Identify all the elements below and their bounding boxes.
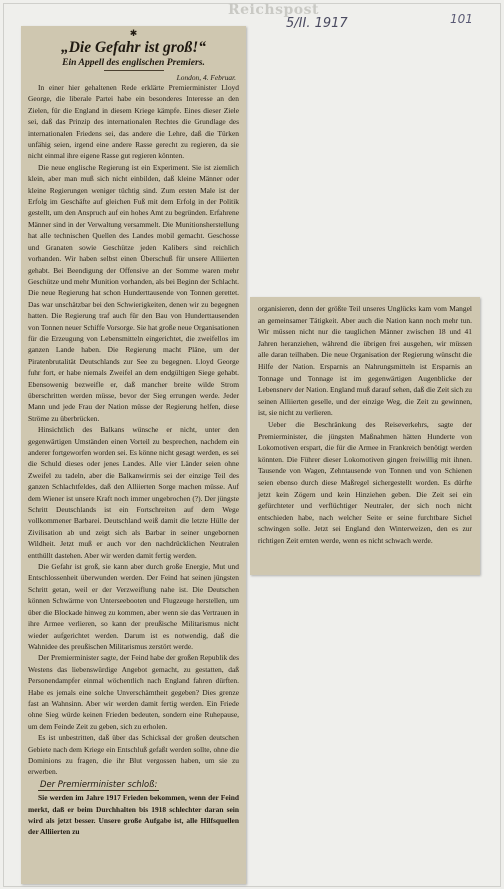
article-closing: Sie werden im Jahre 1917 Frieden bekommen, wenn der Feind merkt, daß er beim Durchhalten bis 1918 schlechter daran sein wird als jetzt besser. Unsere große Aufgabe ist, alle Hilfsquellen der Alliierten zu bbox=[28, 793, 239, 837]
article-title: „Die Gefahr ist groß!“ bbox=[60, 39, 207, 56]
continuation-paragraph: Ueber die Beschränkung des Reiseverkehrs, sagte der Premierminister, die jüngsten Maßnahmen hätten Hunderte von Lokomotiven erspart, die für die Armee in Frankreich benötigt werden könnten. Die Führer dieser Lokomotiven gingen freiwillig mit ihnen. Tausende von Wagen, Zehntausende von Tonnen und von Schienen seien ebenso durch diese Maßregel sichergestellt worden. Es dürfte jetzt kein Zögern und kein Hinziehen geben. Die Zeit sei ein gefürchteter und verflüchtiger Neutraler, der sich noch nicht entschieden habe, nach welcher Seite er seine furchtbare Sichel schwingen solle. Jetzt sei England den Winterweizen, den es zur richtigen Zeit ernten werde, wenn es nicht schwach werde. bbox=[258, 419, 472, 545]
article-paragraph: Die Gefahr ist groß, sie kann aber durch große Energie, Mut und Entschlossenheit überwunden werden. Der Feind hat seinen jüngsten Schritt getan, weil er der Verzweiflung nahe ist. Die Deutschen können Schwärme von Unterseebooten und Flugzeuge herstellen, um über die Blockade hinweg zu kommen, aber wenn sie das Vertrauen in ihre Armee verlieren, so kann der preußische Militarismus nicht wieder aufgerichtet werden. Darum ist es notwendig, daß die Wahnidee des preußischen Militarismus zerstört werde. bbox=[28, 562, 239, 651]
handwritten-date: 5/II. 1917 bbox=[286, 16, 348, 31]
article-paragraph: Hinsichtlich des Balkans wünsche er nicht, unter den gegenwärtigen Umständen einen Vorteil zu besprechen, nachdem ein anderer fortgeworfen worden sei. Es könne nicht gesagt werden, es sei die Schuld dieses oder jenes Landes. Alle vier Länder seien ohne Zweifel zu tadeln, aber die Balkanwirrnis sei der einzige Teil des ganzen Schlachtfeldes, daß den Alliierten Sorge machen müsse. Auf dem Wiener ist unsere Kraft noch immer ungebrochen (?). Der jüngste Schritt Deutschlands ist ein Fortschreiten auf dem Wege vollkommener Barbarei. Deutschland weiß damit die letzte Hülle der Zivilisation ab und zeigt sich als Barbar in seiner ungebornen Wildheit. Jetzt muß er auch vor den nachdrücklichen Neutralen entthüllt dastehen. Aber wir werden damit fertig werden. bbox=[28, 425, 239, 560]
article-paragraph: Es ist unbestritten, daß über das Schicksal der großen deutschen Gebiete nach dem Kriege ein Entschluß gefaßt werden sollte, ohne die Dominions zu fragen, die ihr Blut vergossen haben, um sie zu erwerben. bbox=[28, 733, 239, 777]
ornament-star: ✱ bbox=[129, 28, 138, 38]
continuation-body bbox=[250, 297, 480, 546]
continuation-paragraph: organisieren, denn der größte Teil unseres Unglücks kam vom Mangel an gemeinsamer Tätigkeit. Aber auch die Nation kann noch mehr tun. Wir müssen nicht nur die tauglichen Männer zwischen 18 und 41 Jahren heranziehen, während die übrigen frei ausgehen, wir müssen alle daran teilhaben. Die neue Organisation der Regierung wünscht die Hilfe der Nation. Ersparnis an Nahrungsmitteln ist Ersparnis an Tonnage und Tonnage ist im gegenwärtigen Augenblicke der Lebensnerv der Nation. England muß darauf sehen, daß die Zeit sich zu seinen Alliierten geselle, und der einzige Weg, die Zeit zu gewinnen, ist, sie nicht zu verlieren. bbox=[258, 304, 472, 418]
article-subtitle: Ein Appell des englischen Premiers. bbox=[62, 57, 205, 68]
article-body bbox=[21, 82, 246, 838]
article-paragraph: Der Premierminister sagte, der Feind habe der großen Republik des Westens das liebenswürdige Angebot gemacht, zu gestatten, daß Personendampfer einmal wöchentlich nach England fahren dürften. Habe es jemals eine solche Unverschämtheit gegeben? Dies grenze fast an Wahnsinn. Aber wir werden damit fertig werden. Ein Friede ohne Sieg würde keinen Frieden bedeuten, sondern eine Ruhepause, um dem Feinde Zeit zu geben, sich zu erholen. bbox=[28, 653, 239, 731]
handwritten-heading: Der Premierminister schloß: bbox=[38, 779, 159, 791]
archive-stamp: Reichspost bbox=[228, 2, 319, 18]
article-dateline: London, 4. Februar. bbox=[176, 73, 236, 82]
newspaper-clipping-main bbox=[21, 26, 246, 884]
article-paragraph: In einer hier gehaltenen Rede erklärte Premierminister Lloyd George, die liberale Partei habe ein besonderes Interesse an den Zielen, für die England in diesem Kriege kämpfe. Eines dieser Ziele sei, daß das Prinzip des internationalen Rechtes die Grundlage des internationalen Friedens sei, das andere die Lehre, daß die Türken unfähig seien, irgend eine andere Rasse gerecht zu regieren, da sie nicht einmal ihre eigene Rasse gut regieren könnten. bbox=[28, 83, 239, 161]
title-rule bbox=[104, 70, 164, 71]
newspaper-clipping-continuation bbox=[250, 297, 480, 575]
article-paragraph: Die neue englische Regierung ist ein Experiment. Sie ist ziemlich klein, aber man muß sich nicht einbilden, daß kleine Männer oder kleine Regierungen weniger tüchtig sind. Zum ersten Male ist der Erfolg im Geschäfte auf gleichen Fuß mit dem Erfolg in der Politik gestellt, um den Anspruch auf ein hohes Amt zu begründen. Erfahrene Männer sind in der Verwaltung versammelt. Die Munitionsherstellung hat alle technischen Quellen des Landes mobil gemacht. Geschosse und Granaten sowie Geschütze jeden Kalibers sind reichlich vorhanden. Wir haben selbst einen Überschuß für unsere Alliierten gehabt. Bei Beendigung der Offensive an der Somme waren mehr Geschütze und mehr Munition vorhanden, als bei Beginn der Schlacht. Die neue Regierung hat schon Hunderttausende von Tonnen gerettet. Das war unschätzbar bei den Schwierigkeiten, denen wir zu begegnen hatten. Die Regierung traf auch für den Bau von Hunderttausenden von Tonnen neuer Schiffe Vorsorge. Sie hat große neue Organisationen für die Erzeugung von Lebensmitteln eingerichtet, die zweifellos im ganzen Lande haben. Die Regierung macht Pläne, um der Piratenbrutalität Deutschlands zur See zu begegnen. Lloyd George fuhr fort, er habe niemals Zweifel an dem endgültigen Siege gehabt. Ebensowenig bezweifle er, daß mancher breite wilde Strom überschritten werden müsse, bevor der Sieg errungen werde. Jeder Mann und jede Frau der Nation müsse der Regierung helfen, diese Ströme zu überbrücken. bbox=[28, 162, 239, 423]
handwritten-page-number: 101 bbox=[450, 12, 473, 26]
